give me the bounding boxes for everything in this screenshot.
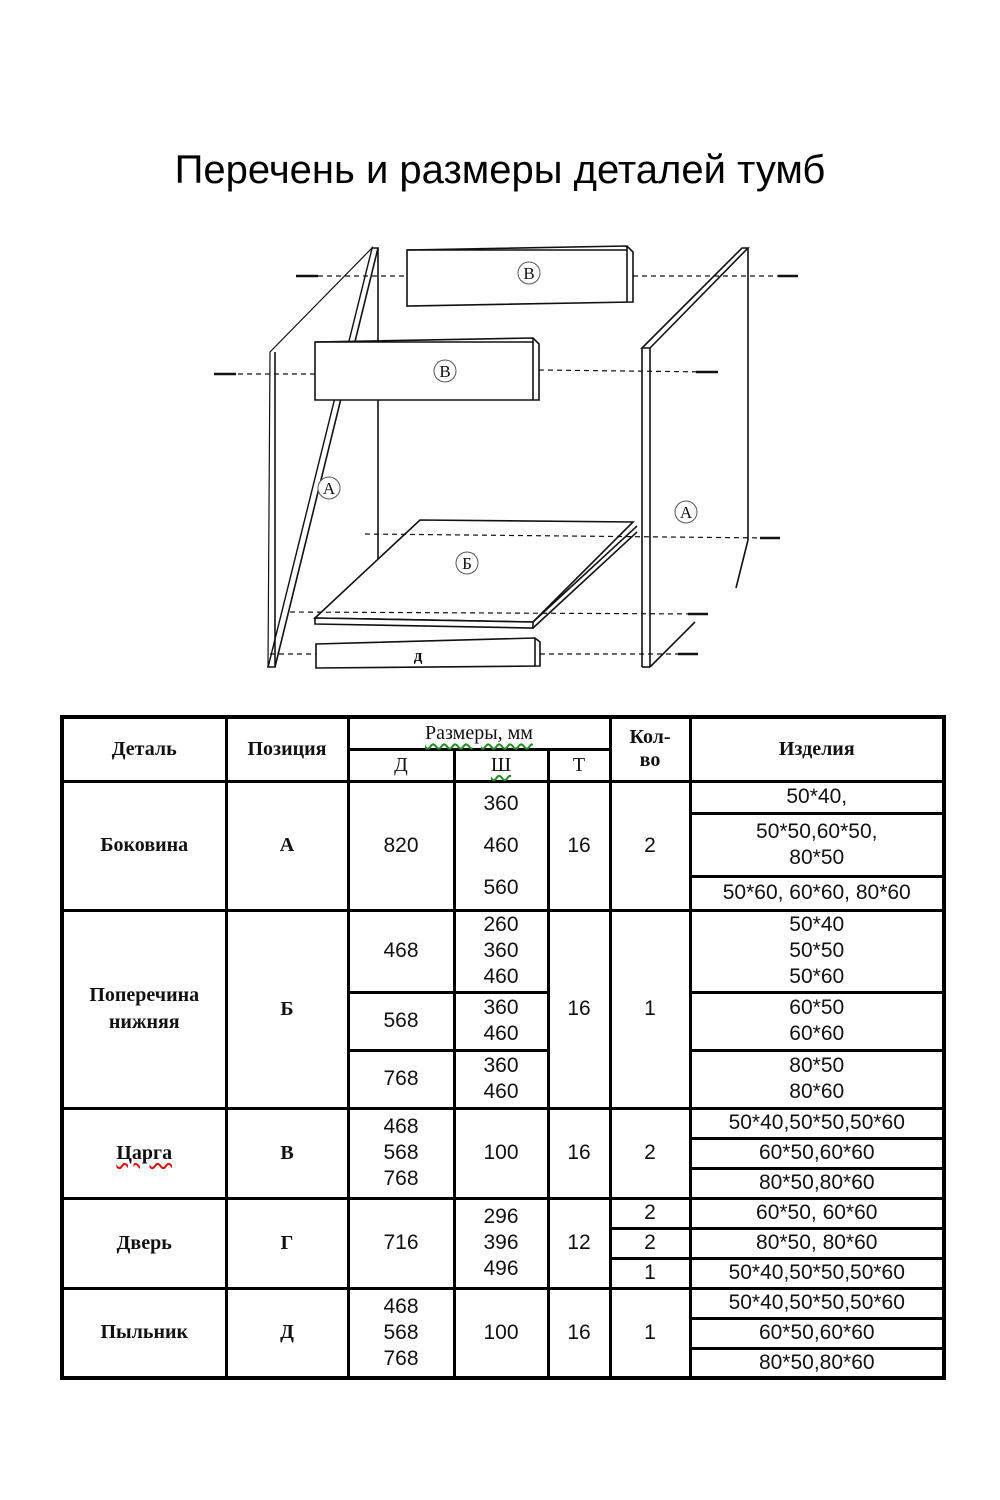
size-t: 16 — [548, 781, 610, 910]
page-title: Перечень и размеры деталей тумб — [174, 148, 826, 192]
size-d: 820 — [348, 781, 454, 910]
qty: 2 — [610, 1198, 690, 1228]
qty: 1 — [610, 1288, 690, 1378]
label-d: д — [413, 646, 423, 665]
label-a-left: А — [322, 479, 336, 498]
detail-name: Боковина — [62, 781, 226, 910]
size-t: 16 — [548, 1288, 610, 1378]
size-d: 716 — [348, 1198, 454, 1288]
size-sh: 100 — [454, 1288, 548, 1378]
size-t: 16 — [548, 910, 610, 1108]
size-sh: 360 460 — [454, 1050, 548, 1108]
qty: 2 — [610, 781, 690, 910]
size-sh: 296 396 496 — [454, 1198, 548, 1288]
header-products: Изделия — [690, 717, 944, 781]
detail-name: Пыльник — [62, 1288, 226, 1378]
header-position: Позиция — [226, 717, 348, 781]
product-list: 50*60, 60*60, 80*60 — [690, 877, 944, 910]
product-list: 50*40, — [690, 781, 944, 813]
detail-position: Б — [226, 910, 348, 1108]
size-d: 468 568 768 — [348, 1108, 454, 1198]
size-d: 568 — [348, 992, 454, 1050]
header-sh: Ш — [454, 749, 548, 781]
detail-position: Г — [226, 1198, 348, 1288]
detail-name: Дверь — [62, 1198, 226, 1288]
qty: 2 — [610, 1108, 690, 1198]
middle-rail — [315, 338, 539, 400]
product-list: 60*50 60*60 — [690, 992, 944, 1050]
detail-name: Поперечина нижняя — [62, 910, 226, 1108]
table-row — [62, 1288, 944, 1318]
size-d: 468 — [348, 910, 454, 992]
parts-table — [60, 715, 946, 1380]
qty: 1 — [610, 910, 690, 1108]
product-list: 80*50 80*60 — [690, 1050, 944, 1108]
right-side-panel — [642, 248, 748, 667]
product-list: 50*40,50*50,50*60 — [690, 1108, 944, 1138]
product-list: 80*50,80*60 — [690, 1348, 944, 1378]
product-list: 60*50, 60*60 — [690, 1198, 944, 1228]
header-t: Т — [548, 749, 610, 781]
label-b: Б — [462, 554, 472, 573]
product-list: 50*50,60*50, 80*50 — [690, 813, 944, 876]
detail-position: Д — [226, 1288, 348, 1378]
detail-position: А — [226, 781, 348, 910]
product-list: 50*40,50*50,50*60 — [690, 1258, 944, 1288]
header-d: Д — [348, 749, 454, 781]
table-row — [62, 910, 944, 992]
qty: 2 — [610, 1228, 690, 1258]
qty: 1 — [610, 1258, 690, 1288]
product-list: 60*50,60*60 — [690, 1318, 944, 1348]
table-row — [62, 781, 944, 813]
size-t: 12 — [548, 1198, 610, 1288]
size-sh: 360 460 — [454, 992, 548, 1050]
product-list: 50*40,50*50,50*60 — [690, 1288, 944, 1318]
header-detail: Деталь — [62, 717, 226, 781]
label-v-mid: В — [439, 362, 451, 381]
label-a-right: А — [679, 503, 693, 522]
header-qty: Кол- во — [610, 717, 690, 781]
size-t: 16 — [548, 1108, 610, 1198]
product-list: 80*50,80*60 — [690, 1168, 944, 1198]
size-d: 768 — [348, 1050, 454, 1108]
header-sizes: Размеры, мм — [348, 717, 610, 749]
size-sh: 260 360 460 — [454, 910, 548, 992]
detail-position: В — [226, 1108, 348, 1198]
product-list: 50*40 50*50 50*60 — [690, 910, 944, 992]
size-d: 468 568 768 — [348, 1288, 454, 1378]
cabinet-assembly-diagram — [0, 230, 1000, 690]
product-list: 60*50,60*60 — [690, 1138, 944, 1168]
table-row — [62, 1198, 944, 1228]
plinth — [316, 638, 540, 668]
table-row — [62, 1108, 944, 1138]
detail-name: Царга — [62, 1108, 226, 1198]
label-v-top: В — [523, 264, 535, 283]
size-sh: 360 460 560 — [454, 781, 548, 910]
product-list: 80*50, 80*60 — [690, 1228, 944, 1258]
size-sh: 100 — [454, 1108, 548, 1198]
